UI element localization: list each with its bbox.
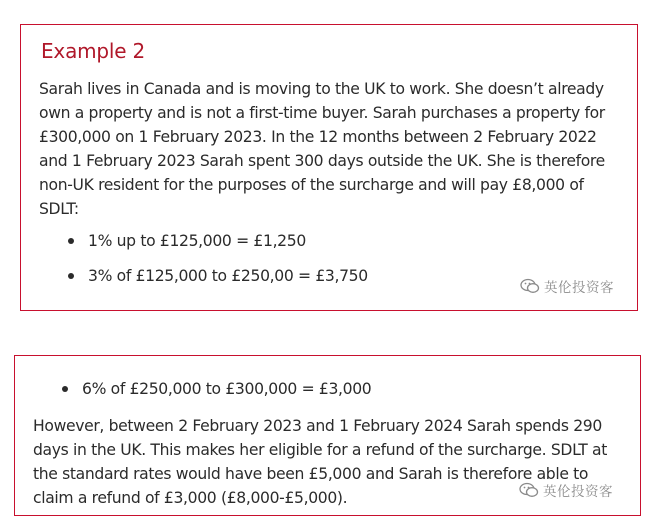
watermark-text: 英伦投资客	[544, 280, 614, 296]
list-item-text: 3% of £125,000 to £250,00 = £3,750	[88, 267, 368, 285]
intro-paragraph: Sarah lives in Canada and is moving to the UK to work. She doesn’t already own a property and is not a first-time buyer. Sarah purchases a property for £300,000 on 1 February 2023. In the 12 months between 2 February 2022 and 1 February 2023 Sarah spent 300 days outside the UK. She is therefore non-UK resident for the purposes of the surcharge and will pay £8,000 of SDLT:	[39, 80, 605, 218]
list-item	[64, 229, 368, 253]
list-item-text: 6% of £250,000 to £300,000 = £3,000	[82, 380, 372, 398]
example-box-top	[20, 24, 638, 311]
list-item	[58, 377, 371, 401]
watermark	[519, 480, 613, 500]
bullet-icon	[62, 386, 68, 392]
example-box-bottom	[14, 355, 641, 516]
tax-band-list-continued	[58, 377, 371, 401]
refund-paragraph: However, between 2 February 2023 and 1 February 2024 Sarah spends 290 days in the UK. This makes her eligible for a refund of the surcharge. SDLT at the standard rates would have been £5,000 and Sarah is therefore able to claim a refund of £3,000 (£8,000-£5,000).	[33, 417, 608, 507]
wechat-icon	[520, 278, 540, 294]
watermark	[520, 276, 614, 296]
bullet-icon	[68, 273, 74, 279]
list-item-text: 1% up to £125,000 = £1,250	[88, 232, 306, 250]
list-item	[64, 264, 368, 288]
tax-band-list	[64, 229, 368, 299]
example-title: Example 2	[41, 39, 146, 63]
watermark-text: 英伦投资客	[543, 484, 613, 500]
bullet-icon	[68, 238, 74, 244]
wechat-icon	[519, 482, 539, 498]
